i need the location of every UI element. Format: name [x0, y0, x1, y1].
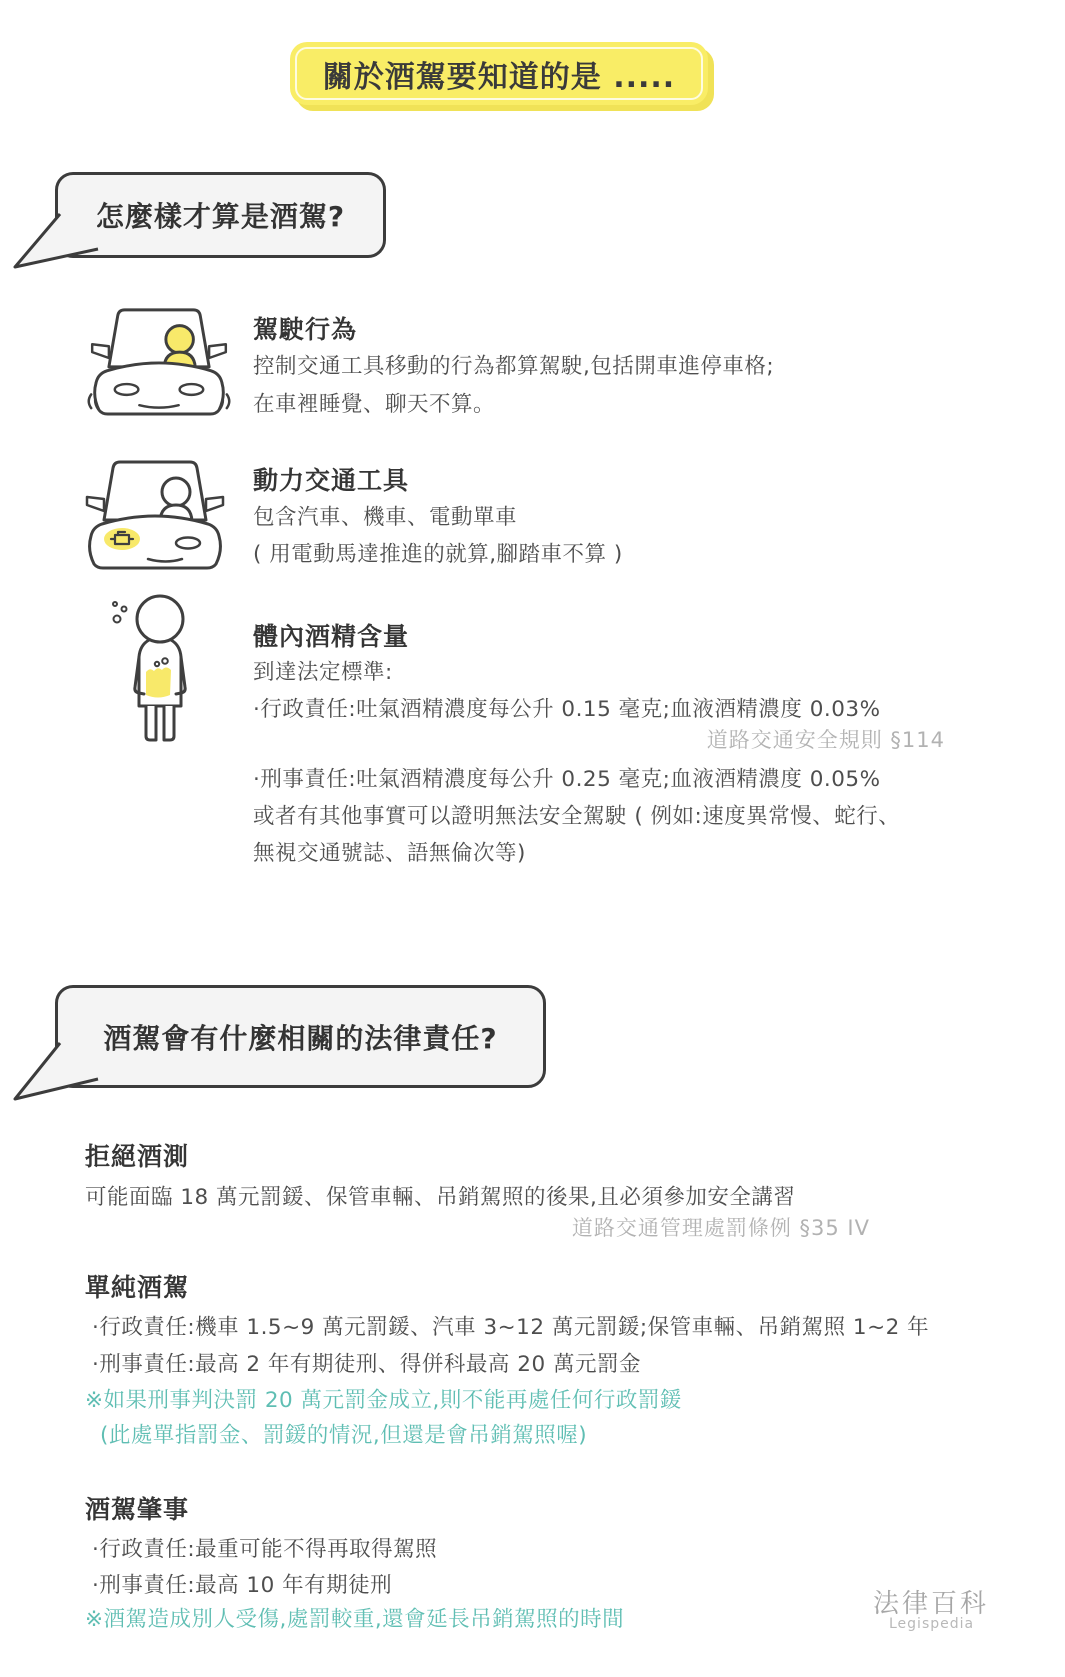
- question-bubble-1: [55, 172, 386, 258]
- statute-ref-road-penalty-act: 道路交通管理處罰條例 §35 IV: [571, 1216, 870, 1240]
- section-heading-simple-dui: 單純酒駕: [85, 1273, 190, 1302]
- statute-ref-road-safety-rules: 道路交通安全規則 §114: [706, 728, 945, 752]
- title-badge: [290, 42, 708, 105]
- simple-dui-note-2: (此處單指罰金、罰鍰的情況,但還是會吊銷駕照喔): [100, 1423, 588, 1448]
- section-heading-dui-accident: 酒駕肇事: [85, 1495, 190, 1524]
- brand-logo-zh: 法律百科: [873, 1589, 990, 1619]
- section-heading-driving: 駕駛行為: [253, 315, 358, 344]
- section-heading-vehicle: 動力交通工具: [253, 466, 410, 495]
- car-front-motor-icon: [80, 455, 230, 570]
- speech-tail-icon: [13, 1013, 103, 1103]
- question-1-text: 怎麼樣才算是酒駕?: [95, 200, 346, 233]
- vehicle-line-1: 包含汽車、機車、電動單車: [253, 505, 518, 530]
- driving-line-2: 在車裡睡覺、聊天不算。: [253, 392, 496, 417]
- alcohol-admin-line: ·行政責任:吐氣酒精濃度每公升 0.15 毫克;血液酒精濃度 0.03%: [253, 697, 881, 722]
- question-bubble-2: [55, 985, 546, 1088]
- alcohol-intro: 到達法定標準:: [253, 660, 393, 685]
- dui-accident-admin-line: ·行政責任:最重可能不得再取得駕照: [92, 1537, 438, 1562]
- section-heading-refuse-test: 拒絕酒測: [85, 1142, 190, 1171]
- alcohol-criminal-line-3: 無視交通號誌、語無倫次等): [253, 841, 526, 866]
- drunk-person-icon: [108, 593, 203, 745]
- brand-logo-en: Legispedia: [889, 1616, 975, 1632]
- driving-line-1: 控制交通工具移動的行為都算駕駛,包括開車進停車格;: [253, 354, 775, 379]
- simple-dui-admin-line: ·行政責任:機車 1.5~9 萬元罰鍰、汽車 3~12 萬元罰鍰;保管車輛、吊銷駕照 1~2 年: [92, 1315, 930, 1340]
- dui-accident-note: ※酒駕造成別人受傷,處罰較重,還會延長吊銷駕照的時間: [85, 1607, 625, 1632]
- dui-accident-criminal-line: ·刑事責任:最高 10 年有期徒刑: [92, 1573, 393, 1598]
- alcohol-criminal-line-2: 或者有其他事實可以證明無法安全駕駛 ( 例如:速度異常慢、蛇行、: [253, 804, 901, 829]
- simple-dui-criminal-line: ·刑事責任:最高 2 年有期徒刑、得併科最高 20 萬元罰金: [92, 1352, 641, 1377]
- refuse-test-line: 可能面臨 18 萬元罰鍰、保管車輛、吊銷駕照的後果,且必須參加安全講習: [85, 1185, 796, 1210]
- alcohol-criminal-line-1: ·刑事責任:吐氣酒精濃度每公升 0.25 毫克;血液酒精濃度 0.05%: [253, 767, 881, 792]
- question-2-text: 酒駕會有什麼相關的法律責任?: [103, 1021, 498, 1055]
- speech-tail-icon: [13, 187, 103, 271]
- vehicle-line-2: ( 用電動馬達推進的就算,腳踏車不算 ): [253, 542, 623, 567]
- page-title: 關於酒駕要知道的是 .....: [322, 59, 676, 95]
- car-front-driver-icon: [85, 303, 233, 416]
- simple-dui-note-1: ※如果刑事判決罰 20 萬元罰金成立,則不能再處任何行政罰鍰: [85, 1388, 682, 1413]
- section-heading-alcohol: 體內酒精含量: [253, 622, 410, 651]
